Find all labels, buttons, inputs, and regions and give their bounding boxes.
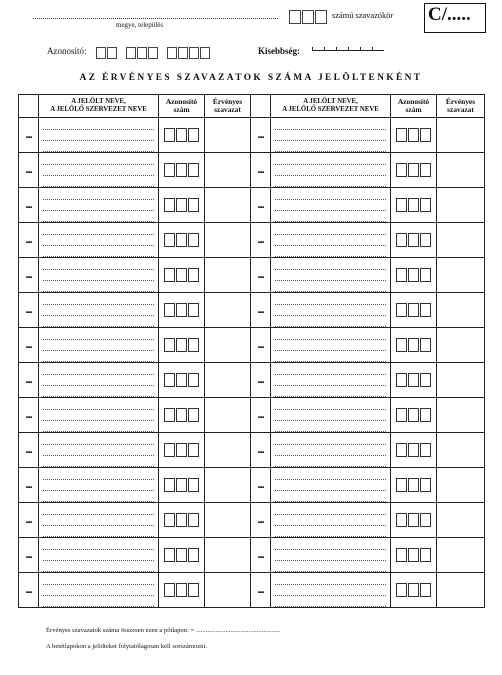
table-row [19, 118, 485, 153]
votes-header: Érvényes szavazat [205, 95, 251, 118]
table-row [19, 468, 485, 503]
district-caption: számú szavazókör [332, 11, 394, 20]
valid-votes-field[interactable] [205, 118, 251, 153]
candidate-name-field[interactable] [39, 398, 159, 433]
candidate-name-field[interactable] [271, 468, 391, 503]
candidate-name-field[interactable] [39, 433, 159, 468]
district-number-boxes[interactable] [289, 6, 328, 24]
row-marker: .... [19, 258, 39, 293]
row-marker: .... [251, 258, 271, 293]
row-marker: .... [251, 223, 271, 258]
valid-votes-field[interactable] [437, 258, 485, 293]
candidate-id-field[interactable] [391, 293, 437, 328]
candidate-name-field[interactable] [271, 153, 391, 188]
valid-votes-field[interactable] [437, 153, 485, 188]
row-marker: .... [19, 468, 39, 503]
candidate-id-field[interactable] [159, 293, 205, 328]
table-header-row [19, 95, 485, 118]
table-row [19, 398, 485, 433]
row-marker: .... [251, 538, 271, 573]
candidate-id-field[interactable] [391, 398, 437, 433]
candidate-votes-table [18, 94, 485, 608]
valid-votes-field[interactable] [437, 573, 485, 608]
row-marker: .... [19, 293, 39, 328]
numbering-note: A betétlapokon a jelölteket folytatólagosan kell sorszámozni. [46, 643, 207, 650]
candidate-id-field[interactable] [391, 573, 437, 608]
name-header: A JELÖLT NEVE, A JELÖLŐ SZERVEZET NEVE [271, 95, 391, 118]
table-row [19, 503, 485, 538]
valid-votes-field[interactable] [205, 188, 251, 223]
table-row [19, 538, 485, 573]
candidate-name-field[interactable] [271, 118, 391, 153]
valid-votes-field[interactable] [437, 223, 485, 258]
row-marker: .... [251, 188, 271, 223]
row-marker: .... [19, 433, 39, 468]
row-marker: .... [251, 118, 271, 153]
candidate-name-field[interactable] [39, 153, 159, 188]
row-marker: .... [19, 153, 39, 188]
name-header: A JELÖLT NEVE, A JELÖLŐ SZERVEZET NEVE [39, 95, 159, 118]
valid-votes-field[interactable] [437, 118, 485, 153]
row-marker: .... [251, 573, 271, 608]
location-caption: megye, település [116, 21, 164, 29]
candidate-name-field[interactable] [39, 258, 159, 293]
candidate-id-field[interactable] [159, 223, 205, 258]
candidate-name-field[interactable] [39, 293, 159, 328]
identifier-boxes[interactable] [96, 41, 215, 59]
valid-votes-field[interactable] [205, 433, 251, 468]
candidate-id-field[interactable] [391, 503, 437, 538]
valid-votes-field[interactable] [205, 258, 251, 293]
row-marker: .... [251, 503, 271, 538]
candidate-name-field[interactable] [271, 328, 391, 363]
candidate-name-field[interactable] [271, 538, 391, 573]
valid-votes-field[interactable] [205, 468, 251, 503]
candidate-name-field[interactable] [271, 398, 391, 433]
candidate-id-field[interactable] [391, 153, 437, 188]
candidate-id-field[interactable] [159, 503, 205, 538]
row-marker: .... [19, 503, 39, 538]
table-row [19, 223, 485, 258]
valid-votes-field[interactable] [205, 398, 251, 433]
marker-header [19, 95, 39, 118]
votes-header: Érvényes szavazat [437, 95, 485, 118]
valid-votes-field[interactable] [437, 188, 485, 223]
row-marker: .... [251, 153, 271, 188]
candidate-name-field[interactable] [39, 188, 159, 223]
candidate-id-field[interactable] [159, 468, 205, 503]
valid-votes-field[interactable] [437, 398, 485, 433]
valid-votes-field[interactable] [437, 328, 485, 363]
candidate-name-field[interactable] [271, 363, 391, 398]
table-row [19, 328, 485, 363]
valid-votes-field[interactable] [437, 538, 485, 573]
candidate-id-field[interactable] [391, 538, 437, 573]
candidate-name-field[interactable] [271, 433, 391, 468]
table-row [19, 293, 485, 328]
candidate-id-field[interactable] [159, 258, 205, 293]
row-marker: .... [251, 398, 271, 433]
table-row [19, 188, 485, 223]
valid-votes-field[interactable] [205, 293, 251, 328]
candidate-id-field[interactable] [159, 188, 205, 223]
valid-votes-field[interactable] [437, 363, 485, 398]
candidate-name-field[interactable] [271, 293, 391, 328]
candidate-name-field[interactable] [39, 538, 159, 573]
candidate-id-field[interactable] [159, 433, 205, 468]
table-row [19, 363, 485, 398]
row-marker: .... [19, 398, 39, 433]
row-marker: .... [251, 468, 271, 503]
valid-votes-field[interactable] [205, 538, 251, 573]
id-header: Azonosító szám [159, 95, 205, 118]
table-row [19, 258, 485, 293]
candidate-name-field[interactable] [271, 188, 391, 223]
candidate-id-field[interactable] [391, 223, 437, 258]
candidate-id-field[interactable] [391, 363, 437, 398]
candidate-id-field[interactable] [159, 153, 205, 188]
candidate-name-field[interactable] [39, 573, 159, 608]
minority-label: Kisebbség: [258, 46, 301, 56]
valid-votes-field[interactable] [205, 573, 251, 608]
marker-header [251, 95, 271, 118]
valid-votes-field[interactable] [205, 328, 251, 363]
candidate-name-field[interactable] [39, 223, 159, 258]
candidate-id-field[interactable] [159, 538, 205, 573]
row-marker: .... [19, 328, 39, 363]
candidate-id-field[interactable] [391, 118, 437, 153]
candidate-name-field[interactable] [39, 118, 159, 153]
candidate-name-field[interactable] [271, 258, 391, 293]
candidate-id-field[interactable] [159, 328, 205, 363]
candidate-name-field[interactable] [39, 328, 159, 363]
candidate-id-field[interactable] [391, 258, 437, 293]
row-marker: .... [19, 223, 39, 258]
row-marker: .... [19, 573, 39, 608]
id-header: Azonosító szám [391, 95, 437, 118]
valid-votes-field[interactable] [437, 468, 485, 503]
minority-field[interactable] [312, 44, 384, 51]
candidate-id-field[interactable] [159, 398, 205, 433]
candidate-id-field[interactable] [159, 118, 205, 153]
candidate-id-field[interactable] [391, 328, 437, 363]
page-title: AZ ÉRVÉNYES SZAVAZATOK SZÁMA JELÖLTENKÉNT [79, 73, 423, 83]
table-row [19, 573, 485, 608]
valid-votes-field[interactable] [437, 293, 485, 328]
candidate-id-field[interactable] [159, 573, 205, 608]
row-marker: .... [251, 328, 271, 363]
row-marker: .... [251, 433, 271, 468]
candidate-name-field[interactable] [39, 503, 159, 538]
form-code: C/..... [428, 4, 471, 25]
row-marker: .... [251, 363, 271, 398]
table-row [19, 153, 485, 188]
table-row [19, 433, 485, 468]
row-marker: .... [19, 118, 39, 153]
candidate-id-field[interactable] [391, 468, 437, 503]
row-marker: .... [19, 363, 39, 398]
row-marker: .... [19, 538, 39, 573]
row-marker: .... [19, 188, 39, 223]
candidate-name-field[interactable] [271, 223, 391, 258]
candidate-name-field[interactable] [39, 363, 159, 398]
valid-votes-field[interactable] [205, 503, 251, 538]
candidate-id-field[interactable] [159, 363, 205, 398]
candidate-id-field[interactable] [391, 188, 437, 223]
total-votes-line[interactable]: Érvényes szavazatok száma összesen ezen a pótlapon: = ................................................... [46, 627, 280, 634]
row-marker: .... [251, 293, 271, 328]
valid-votes-field[interactable] [205, 363, 251, 398]
candidate-name-field[interactable] [271, 573, 391, 608]
valid-votes-field[interactable] [437, 433, 485, 468]
candidate-name-field[interactable] [271, 503, 391, 538]
identifier-label: Azonosító: [47, 46, 87, 56]
valid-votes-field[interactable] [205, 223, 251, 258]
candidate-id-field[interactable] [391, 433, 437, 468]
valid-votes-field[interactable] [205, 153, 251, 188]
candidate-name-field[interactable] [39, 468, 159, 503]
location-line[interactable] [33, 10, 278, 19]
valid-votes-field[interactable] [437, 503, 485, 538]
